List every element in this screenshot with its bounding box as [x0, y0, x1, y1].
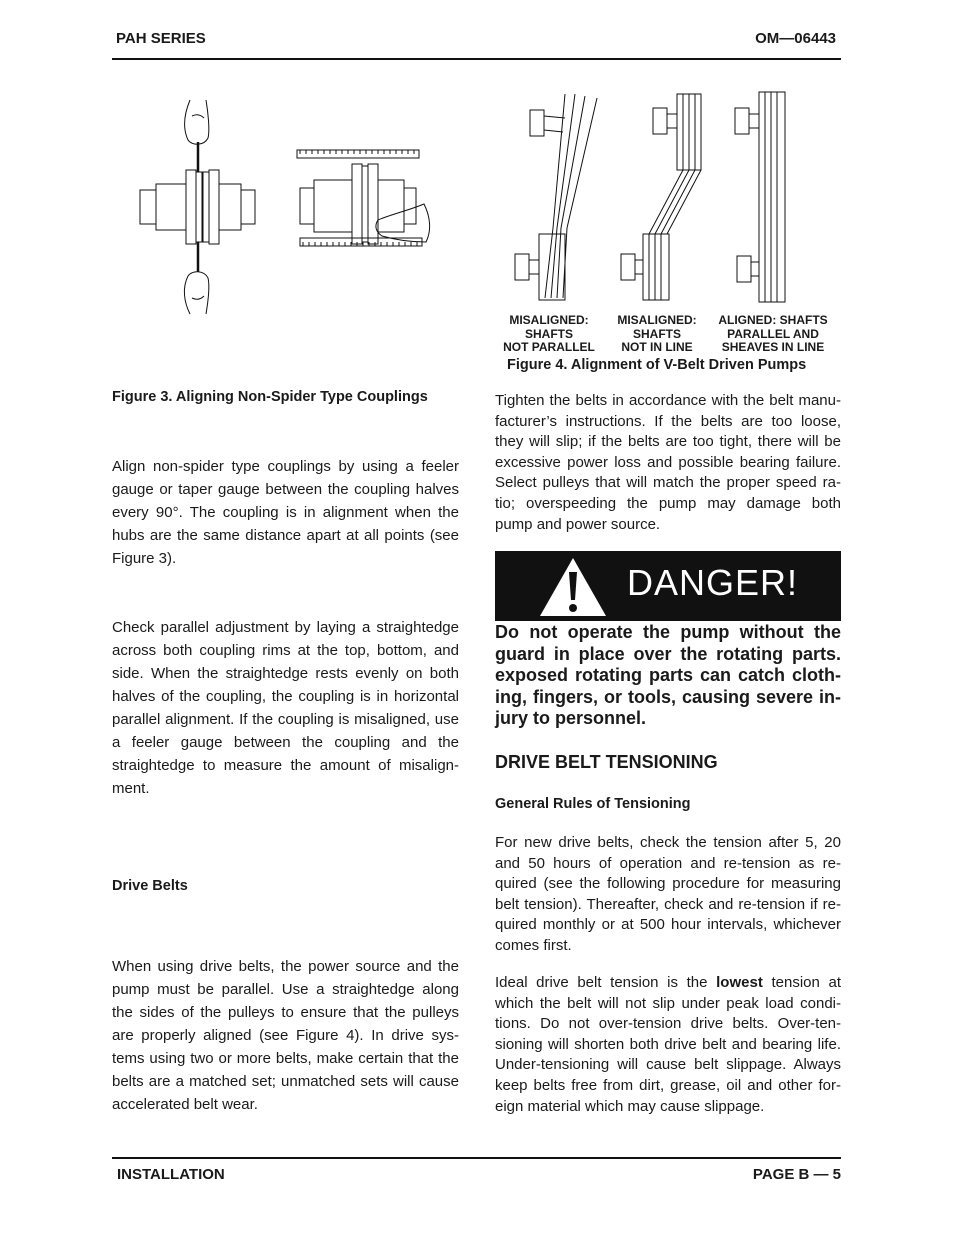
drive-belts-paragraph: When using drive belts, the power source and the pump must be parallel. Use a straightedge along the sides of the pulleys to ensure that the pulleys are properly aligned (see Figure 4). In drive sys-tems using two or more belts, make certain that the belts are a matched set; unmatched sets will cause accelerated belt wear. — [112, 958, 459, 1113]
belt-not-parallel-drawing — [515, 94, 597, 300]
ideal-tension-text-start: Ideal drive belt tension is the — [495, 974, 717, 991]
figure4-label-not-in-line: MISALIGNED: SHAFTS NOT IN LINE — [617, 313, 697, 354]
warning-triangle-icon — [538, 556, 608, 618]
header-rule — [112, 58, 841, 60]
figure4-label-not-parallel: MISALIGNED: SHAFTS NOT PARALLEL — [503, 313, 595, 354]
figure3-caption: Figure 3. Aligning Non-Spider Type Couplings — [112, 389, 428, 405]
coupling-alignment-paragraph: Align non-spider type couplings by using a feeler gauge or taper gauge between the coupling halves every 90°. The coupling is in alignment when the hubs are the same distance apart at all points (see Figure 3). — [112, 458, 459, 567]
belt-tightening-paragraph: Tighten the belts in accordance with the belt manu-facturer’s instructions. If the belts are too loose, they will slip; if the belts are too tight, there will be excessive power loss and possible bearing failure. Select pulleys that will match the proper speed ra-tio; overspeeding the pump may damage both pump and power source. — [495, 392, 841, 533]
header-series: PAH SERIES — [116, 30, 206, 47]
figure4-illustration — [505, 88, 835, 306]
belt-aligned-drawing — [735, 92, 785, 302]
parallel-adjustment-paragraph: Check parallel adjustment by laying a straightedge across both coupling rims at the top, bottom, and side. When the straightedge rests evenly on both halves of the coupling, the coupling is in horizontal parallel alignment. If the coupling is misaligned, use a feeler gauge between the coupling and the straightedge to measure the amount of misalign-ment. — [112, 619, 459, 797]
figure3-illustration — [130, 92, 440, 322]
figure4-label-aligned: ALIGNED: SHAFTS PARALLEL AND SHEAVES IN LINE — [718, 313, 828, 354]
footer-section: INSTALLATION — [117, 1166, 225, 1183]
footer-page-number: PAGE B — 5 — [752, 1166, 841, 1183]
figure4-caption: Figure 4. Alignment of V-Belt Driven Pumps — [507, 357, 807, 373]
ideal-tension-paragraph — [495, 973, 841, 1117]
belt-not-in-line-drawing — [621, 94, 701, 300]
danger-label: DANGER! — [627, 562, 799, 603]
header-doc-number: OM—06443 — [755, 30, 836, 47]
new-belts-paragraph: For new drive belts, check the tension after 5, 20 and 50 hours of operation and re-tension as re-quired (see the following procedure for measuring belt tension). Thereafter, check and re-tension if re-quired monthly or at 500 hour intervals, whichever comes first. — [495, 834, 841, 954]
ideal-tension-emphasis: lowest — [716, 974, 763, 991]
drive-belts-heading: Drive Belts — [112, 878, 188, 894]
ideal-tension-text-end: tension at which the belt will not slip under peak load condi-tions. Do not over-tension drive belts. Over-ten-sioning will shorten both drive belt and bearing life. Under-tensioning will cause belt slippage. Always keep belts free from dirt, grease, oil and other for-eign material which may cause slippage. — [495, 974, 841, 1115]
feeler-gauge-coupling-drawing — [140, 100, 255, 314]
straightedge-coupling-drawing — [297, 150, 430, 246]
footer-rule — [112, 1157, 841, 1159]
drive-belt-tensioning-heading: DRIVE BELT TENSIONING — [495, 752, 718, 772]
general-rules-subheading: General Rules of Tensioning — [495, 796, 691, 812]
danger-warning-text: Do not operate the pump without the guard in place over the rotating parts. exposed rotating parts can catch cloth-ing, fingers, or tools, causing severe in-jury to personnel. — [495, 622, 841, 729]
